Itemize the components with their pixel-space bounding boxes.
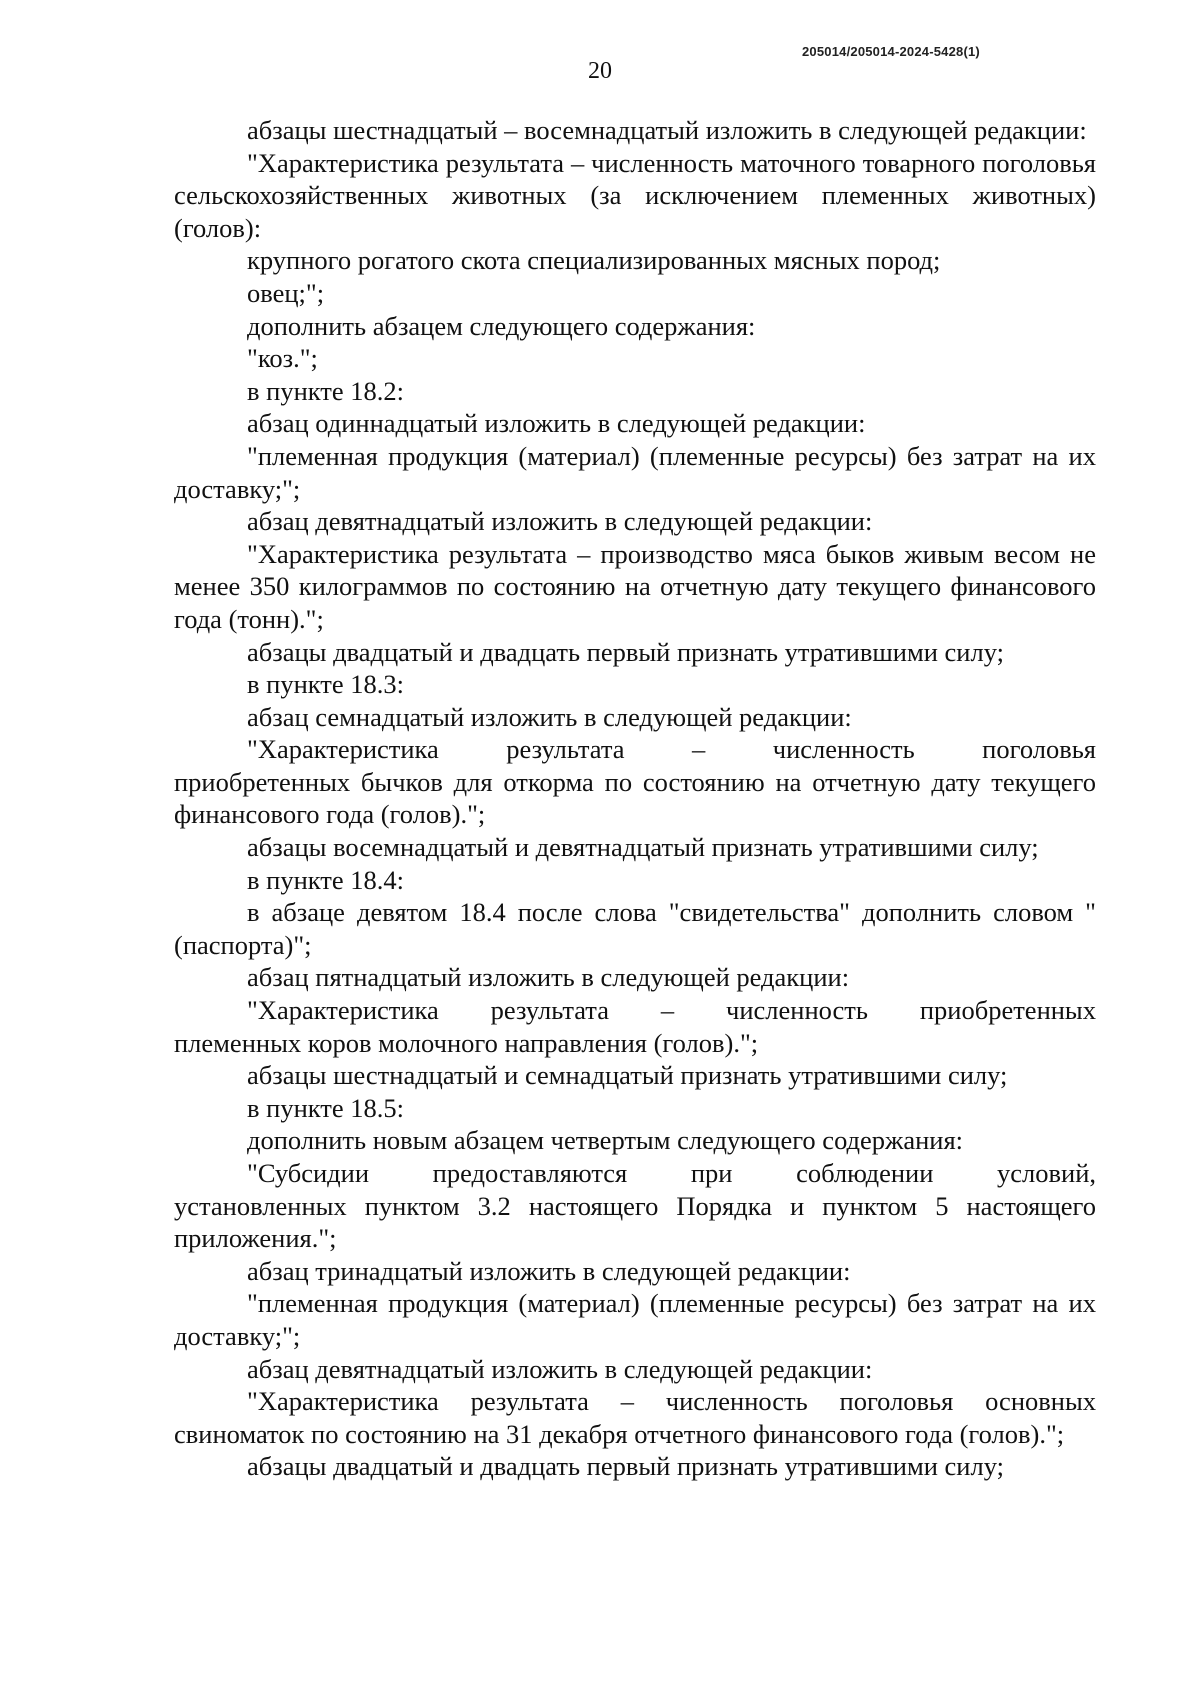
- paragraph: абзац семнадцатый изложить в следующей редакции:: [247, 701, 852, 732]
- paragraph: "Характеристика результата – численность приобретенных: [247, 995, 1096, 1026]
- paragraph: в пункте 18.2:: [247, 375, 404, 406]
- paragraph: установленных пунктом 3.2 настоящего Порядка и пунктом 5 настоящего приложения.";: [174, 1190, 1096, 1254]
- page-number: 20: [588, 58, 612, 84]
- paragraph: "племенная продукция (материал) (племенные ресурсы) без затрат на их доставку;";: [174, 440, 1096, 504]
- paragraph: овец;";: [247, 277, 325, 308]
- paragraph: "Характеристика результата – численность маточного товарного поголовья сельскохозяйственных животных (за исключением племенных животных) (голов):: [174, 147, 1096, 243]
- paragraph: абзацы двадцатый и двадцать первый признать утратившими силу;: [247, 636, 1004, 667]
- paragraph: "племенная продукция (материал) (племенные ресурсы) без затрат на их доставку;";: [174, 1288, 1096, 1351]
- paragraph: абзац тринадцатый изложить в следующей редакции:: [247, 1255, 851, 1286]
- paragraph: приобретенных бычков для откорма по состоянию на отчетную дату текущего финансового года (голов).";: [174, 766, 1096, 830]
- paragraph: абзацы двадцатый и двадцать первый признать утратившими силу;: [247, 1451, 1004, 1482]
- paragraph: абзацы шестнадцатый и семнадцатый признать утратившими силу;: [247, 1060, 1008, 1091]
- paragraph: в пункте 18.4:: [247, 864, 404, 895]
- document-id: 205014/205014-2024-5428(1): [802, 44, 980, 59]
- paragraph: абзацы восемнадцатый и девятнадцатый признать утратившими силу;: [247, 832, 1039, 863]
- paragraph: в абзаце девятом 18.4 после слова "свидетельства" дополнить словом "(паспорта)";: [174, 897, 1096, 960]
- paragraph: абзац одиннадцатый изложить в следующей редакции:: [247, 408, 866, 439]
- paragraph: "Характеристика результата – численность поголовья: [247, 734, 1096, 765]
- paragraph: абзац пятнадцатый изложить в следующей редакции:: [247, 962, 850, 993]
- paragraph: племенных коров молочного направления (голов).";: [174, 1027, 759, 1058]
- paragraph: в пункте 18.5:: [247, 1092, 404, 1123]
- paragraph: "Характеристика результата – численность поголовья основных свиноматок по состоянию на 31 декабря отчетного финансового года (голов).";: [174, 1386, 1096, 1449]
- paragraph: "коз.";: [247, 343, 318, 374]
- paragraph: дополнить абзацем следующего содержания:: [247, 310, 756, 341]
- paragraph: абзац девятнадцатый изложить в следующей редакции:: [247, 506, 873, 537]
- paragraph: "Характеристика результата – производство мяса быков живым весом не менее 350 килограммов по состоянию на отчетную дату текущего финансового года (тонн).";: [174, 538, 1096, 634]
- paragraph: абзац девятнадцатый изложить в следующей редакции:: [247, 1353, 873, 1384]
- paragraph: крупного рогатого скота специализированных мясных пород;: [247, 245, 941, 276]
- paragraph: "Субсидии предоставляются при соблюдении условий,: [247, 1158, 1096, 1188]
- paragraph: дополнить новым абзацем четвертым следующего содержания:: [247, 1125, 964, 1156]
- paragraph: в пункте 18.3:: [247, 669, 404, 700]
- document-body: [174, 114, 1096, 1483]
- paragraph: абзацы шестнадцатый – восемнадцатый изложить в следующей редакции:: [247, 115, 1087, 145]
